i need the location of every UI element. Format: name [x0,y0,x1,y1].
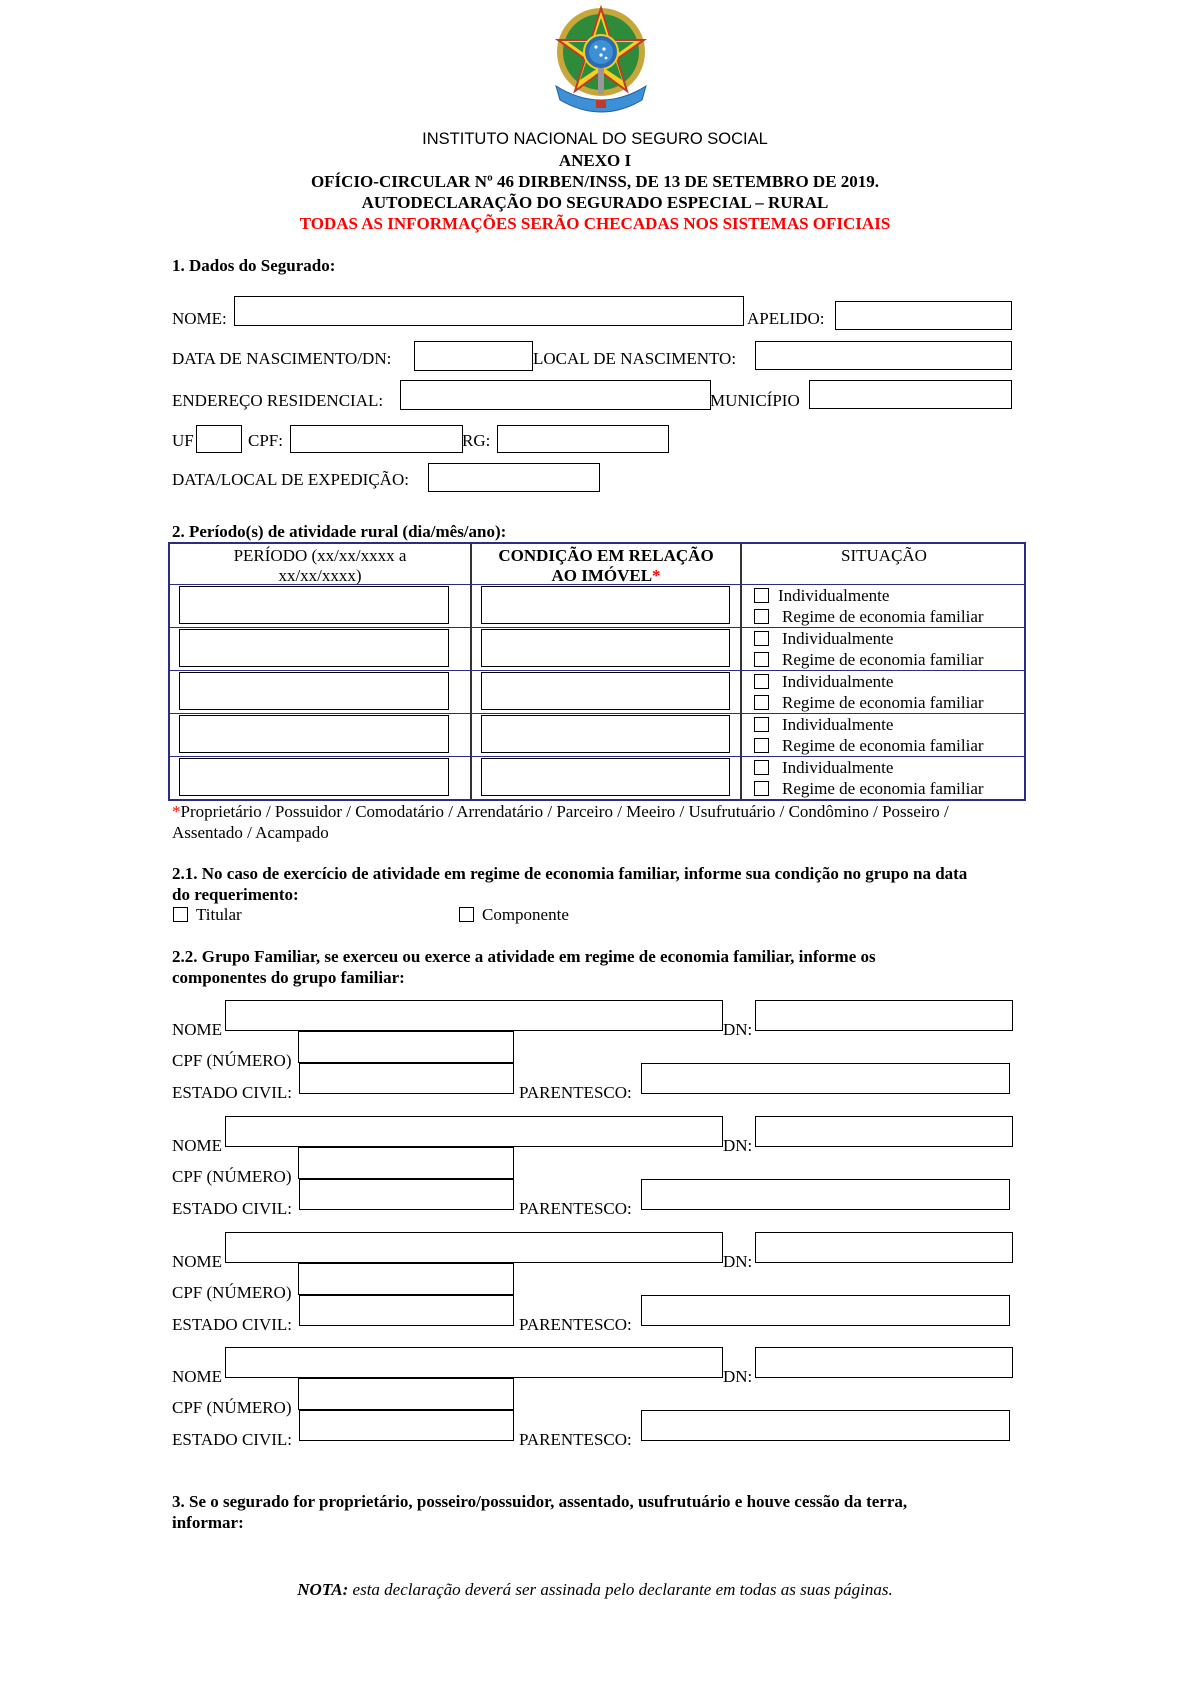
periodo-field[interactable] [179,672,449,710]
cpf-field[interactable] [290,425,463,453]
member-cpf-label: CPF (NÚMERO) [172,1398,292,1417]
member-parentesco-label: PARENTESCO: [519,1315,632,1334]
nota-label: NOTA: [297,1580,349,1599]
member-cpf-field[interactable] [298,1147,514,1179]
individualmente-checkbox[interactable] [754,760,769,775]
section2-title: 2. Período(s) de atividade rural (dia/mês/ano): [172,522,507,541]
member-nome-label: NOME [172,1367,223,1386]
condicao-field[interactable] [481,586,730,624]
member-dn-field[interactable] [755,1000,1013,1031]
required-asterisk: * [652,566,661,585]
economia-familiar-checkbox[interactable] [754,738,769,753]
institution-name: INSTITUTO NACIONAL DO SEGURO SOCIAL [422,130,768,148]
individualmente-checkbox[interactable] [754,674,769,689]
member-cpf-field[interactable] [298,1031,514,1063]
member-estado-civil-label: ESTADO CIVIL: [172,1430,292,1449]
row-divider [168,756,1026,757]
local-nascimento-field[interactable] [755,341,1012,370]
individualmente-label: Individualmente [782,672,894,691]
member-nome-label: NOME [172,1252,223,1271]
member-cpf-label: CPF (NÚMERO) [172,1283,292,1302]
economia-familiar-label: Regime de economia familiar [782,693,984,712]
condicao-field[interactable] [481,672,730,710]
section2-2-title: 2.2. Grupo Familiar, se exerceu ou exerce a atividade em regime de economia familiar, informe os [172,947,876,966]
member-dn-label: DN: [723,1136,753,1155]
member-estado-civil-field[interactable] [299,1410,514,1441]
economia-familiar-checkbox[interactable] [754,609,769,624]
individualmente-label: Individualmente [782,758,894,777]
annex-label: ANEXO I [558,151,632,170]
section3-title-line2: informar: [172,1513,244,1532]
periodo-field[interactable] [179,629,449,667]
individualmente-checkbox[interactable] [754,631,769,646]
local-nascimento-label: LOCAL DE NASCIMENTO: [533,349,737,368]
member-nome-field[interactable] [225,1000,723,1031]
member-nome-field[interactable] [225,1347,723,1378]
section1-title: 1. Dados do Segurado: [172,256,336,275]
member-dn-label: DN: [723,1252,753,1271]
row-divider [168,584,1026,585]
member-dn-field[interactable] [755,1116,1013,1147]
member-estado-civil-field[interactable] [299,1295,514,1326]
footnote-asterisk: * [172,802,181,821]
componente-label: Componente [482,905,569,924]
brazil-coat-of-arms-icon [552,2,650,118]
member-parentesco-label: PARENTESCO: [519,1199,632,1218]
member-nome-label: NOME [172,1136,223,1155]
section2-1-title-line2: do requerimento: [172,885,299,904]
warning-text: TODAS AS INFORMAÇÕES SERÃO CHECADAS NOS SISTEMAS OFICIAIS [299,214,891,233]
nota-text: esta declaração deverá ser assinada pelo declarante em todas as suas páginas. [348,1580,893,1599]
condition-footnote: *Proprietário / Possuidor / Comodatário / Arrendatário / Parceiro / Meeiro / Usufrutuário / Condômino / Posseiro / [172,802,949,821]
individualmente-label: Individualmente [778,586,890,605]
row-divider [168,627,1026,628]
member-estado-civil-label: ESTADO CIVIL: [172,1083,292,1102]
municipio-label: MUNICÍPIO [710,391,800,410]
apelido-field[interactable] [835,301,1012,330]
apelido-label: APELIDO: [747,309,825,328]
rg-field[interactable] [497,425,669,453]
situacao-header: SITUAÇÃO [841,546,927,565]
condition-footnote-line2: Assentado / Acampado [172,823,329,842]
individualmente-label: Individualmente [782,629,894,648]
municipio-field[interactable] [809,380,1012,409]
condicao-header-line2: AO IMÓVEL* [551,566,661,585]
column-divider [740,543,742,800]
condicao-field[interactable] [481,758,730,796]
individualmente-checkbox[interactable] [754,717,769,732]
economia-familiar-label: Regime de economia familiar [782,779,984,798]
economia-familiar-label: Regime de economia familiar [782,650,984,669]
economia-familiar-label: Regime de economia familiar [782,736,984,755]
nome-field[interactable] [234,296,744,326]
periodo-field[interactable] [179,586,449,624]
member-cpf-label: CPF (NÚMERO) [172,1167,292,1186]
member-parentesco-field[interactable] [641,1295,1010,1326]
member-parentesco-label: PARENTESCO: [519,1083,632,1102]
condicao-field[interactable] [481,715,730,753]
endereco-field[interactable] [400,380,711,410]
member-nome-label: NOME [172,1020,223,1039]
section2-1-title: 2.1. No caso de exercício de atividade em regime de economia familiar, informe sua condição no grupo na data [172,864,968,883]
rg-label: RG: [462,431,491,450]
member-dn-field[interactable] [755,1232,1013,1263]
titular-label: Titular [196,905,242,924]
member-estado-civil-label: ESTADO CIVIL: [172,1199,292,1218]
individualmente-checkbox[interactable] [754,588,769,603]
member-estado-civil-field[interactable] [299,1063,514,1094]
member-cpf-field[interactable] [298,1263,514,1295]
member-estado-civil-label: ESTADO CIVIL: [172,1315,292,1334]
periodo-header-line2: xx/xx/xxxx) [278,566,362,585]
periodo-field[interactable] [179,715,449,753]
document-title: AUTODECLARAÇÃO DO SEGURADO ESPECIAL – RURAL [361,193,829,212]
row-divider [168,670,1026,671]
member-cpf-field[interactable] [298,1378,514,1410]
member-parentesco-field[interactable] [641,1179,1010,1210]
uf-field[interactable] [196,425,242,453]
signature-note [0,1580,1190,1600]
economia-familiar-label: Regime de economia familiar [782,607,984,626]
cpf-label: CPF: [248,431,283,450]
titular-checkbox[interactable] [173,907,188,922]
member-nome-field[interactable] [225,1116,723,1147]
individualmente-label: Individualmente [782,715,894,734]
member-parentesco-field[interactable] [641,1063,1010,1094]
uf-label: UF [172,431,194,450]
member-dn-label: DN: [723,1020,753,1039]
member-estado-civil-field[interactable] [299,1179,514,1210]
condicao-field[interactable] [481,629,730,667]
section2-2-title-line2: componentes do grupo familiar: [172,968,405,987]
member-dn-label: DN: [723,1367,753,1386]
member-parentesco-label: PARENTESCO: [519,1430,632,1449]
circular-reference: OFÍCIO-CIRCULAR Nº 46 DIRBEN/INSS, DE 13 DE SETEMBRO DE 2019. [310,172,880,191]
nome-label: NOME: [172,309,227,328]
section3-title: 3. Se o segurado for proprietário, posseiro/possuidor, assentado, usufrutuário e houve cessão da terra, [172,1492,908,1511]
data-nascimento-label: DATA DE NASCIMENTO/DN: [172,349,392,368]
componente-checkbox[interactable] [459,907,474,922]
condicao-header-line1: CONDIÇÃO EM RELAÇÃO [498,546,714,565]
row-divider [168,713,1026,714]
member-dn-field[interactable] [755,1347,1013,1378]
endereco-label: ENDEREÇO RESIDENCIAL: [172,391,384,410]
data-nascimento-field[interactable] [414,341,533,371]
member-parentesco-field[interactable] [641,1410,1010,1441]
periodo-header-line1: PERÍODO (xx/xx/xxxx a [233,546,407,565]
periodo-field[interactable] [179,758,449,796]
expedicao-label: DATA/LOCAL DE EXPEDIÇÃO: [172,470,409,489]
member-cpf-label: CPF (NÚMERO) [172,1051,292,1070]
member-nome-field[interactable] [225,1232,723,1263]
economia-familiar-checkbox[interactable] [754,652,769,667]
economia-familiar-checkbox[interactable] [754,781,769,796]
economia-familiar-checkbox[interactable] [754,695,769,710]
expedicao-field[interactable] [428,463,600,492]
